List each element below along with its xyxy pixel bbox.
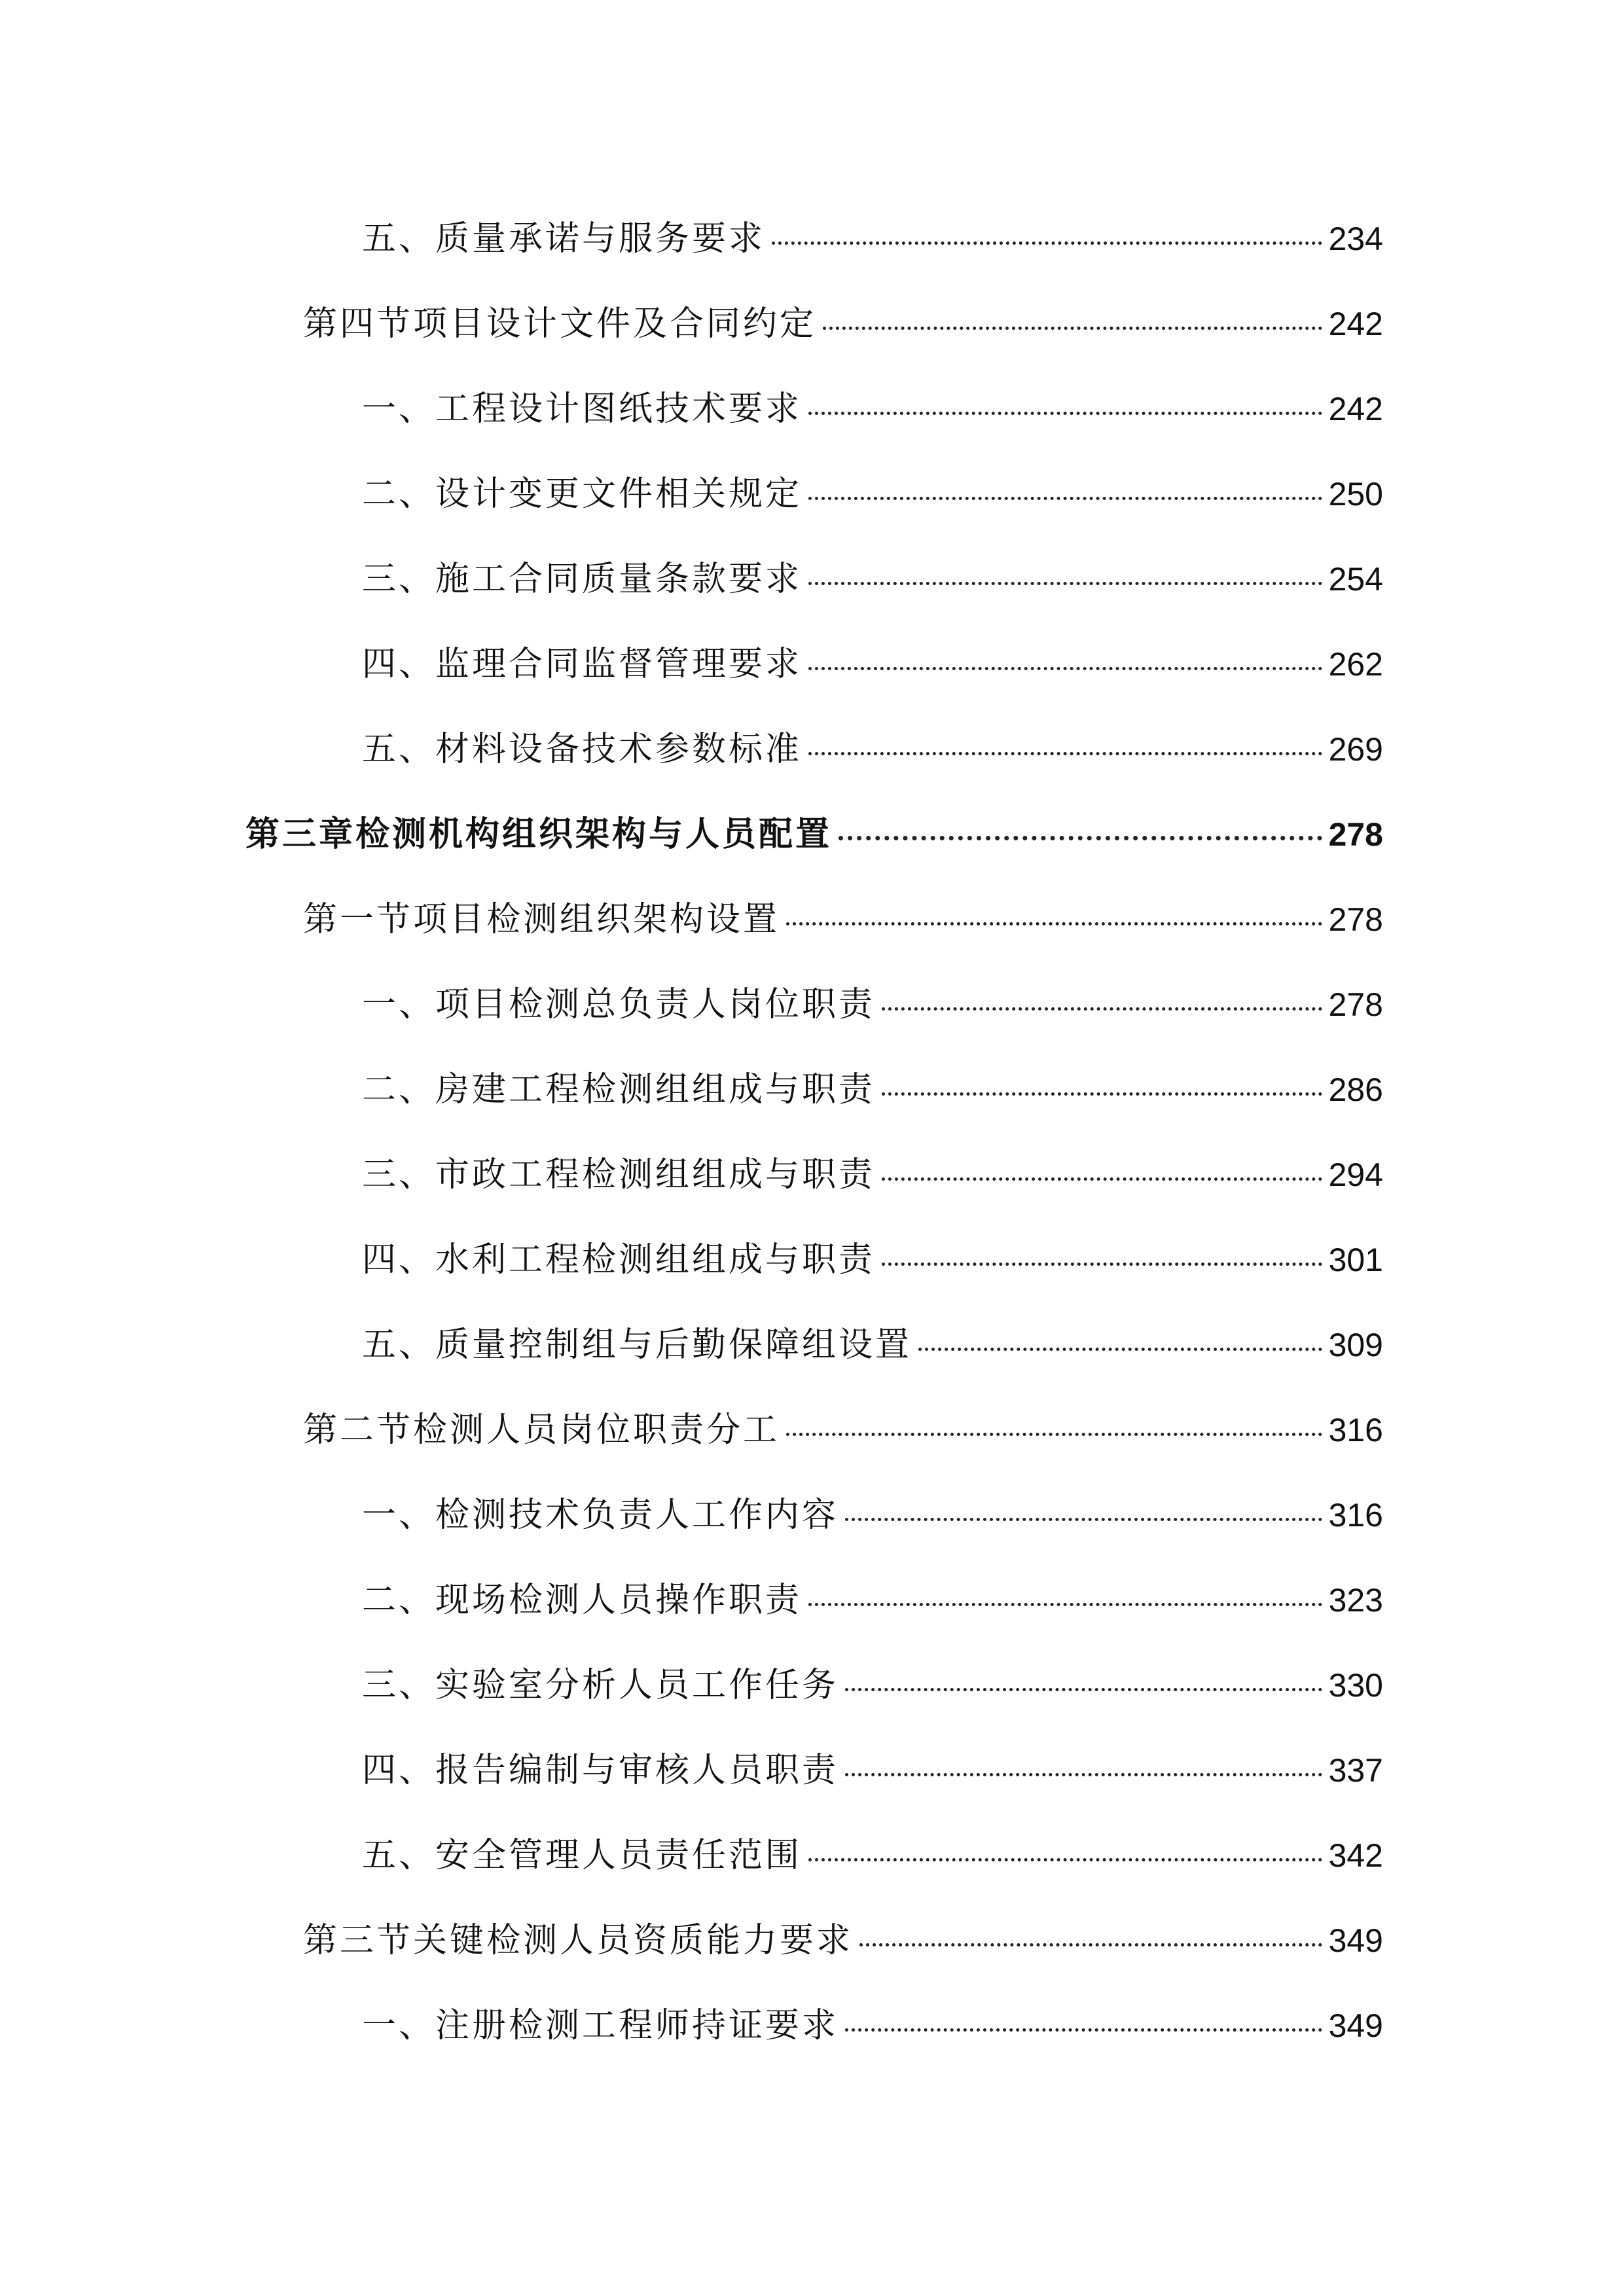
toc-dot-leader: [808, 1858, 1322, 1861]
toc-entry-title: 一、工程设计图纸技术要求: [362, 389, 803, 429]
toc-entry-page: 349: [1328, 1922, 1383, 1959]
toc-entry-page: 234: [1328, 221, 1383, 257]
toc-entry[interactable]: [362, 1060, 1383, 1119]
toc-entry-title: 一、项目检测总负责人岗位职责: [362, 985, 876, 1024]
toc-dot-leader: [845, 2028, 1322, 2032]
toc-entry-title: 四、水利工程检测组组成与职责: [362, 1240, 876, 1280]
toc-entry-title: 一、检测技术负责人工作内容: [362, 1496, 839, 1535]
toc-entry-chapter[interactable]: [245, 805, 1383, 864]
toc-entry-title: 第二节检测人员岗位职责分工: [303, 1410, 780, 1450]
toc-entry[interactable]: [362, 1230, 1383, 1289]
toc-entry-page: 250: [1328, 476, 1383, 512]
toc-entry-title: 四、报告编制与审核人员职责: [362, 1751, 839, 1790]
toc-dot-leader: [808, 752, 1322, 755]
toc-entry[interactable]: [303, 1401, 1383, 1460]
toc-entry-title: 五、质量承诺与服务要求: [362, 219, 766, 259]
toc-entry-page: 301: [1328, 1242, 1383, 1278]
toc-entry-title: 二、现场检测人员操作职责: [362, 1581, 803, 1620]
toc-entry-title: 第三章检测机构组织架构与人员配置: [245, 815, 833, 854]
toc-entry-title: 五、材料设备技术参数标准: [362, 730, 803, 769]
toc-dot-leader: [808, 582, 1322, 585]
toc-entry[interactable]: [362, 635, 1383, 694]
toc-dot-leader: [918, 1348, 1322, 1351]
toc-dot-leader: [808, 497, 1322, 500]
toc-entry-page: 242: [1328, 391, 1383, 427]
toc-entry-page: 309: [1328, 1327, 1383, 1363]
toc-entry-title: 三、实验室分析人员工作任务: [362, 1666, 839, 1705]
toc-entry[interactable]: [362, 380, 1383, 439]
toc-dot-leader: [845, 1518, 1322, 1521]
toc-dot-leader: [882, 1092, 1322, 1096]
toc-entry[interactable]: [362, 1996, 1383, 2055]
toc-dot-leader: [845, 1688, 1322, 1691]
toc-entry-page: 337: [1328, 1752, 1383, 1789]
toc-entry-page: 269: [1328, 731, 1383, 768]
toc-entry-page: 323: [1328, 1582, 1383, 1619]
toc-entry-page: 294: [1328, 1157, 1383, 1193]
toc-entry-page: 316: [1328, 1412, 1383, 1448]
toc-entry-page: 286: [1328, 1071, 1383, 1108]
toc-entry[interactable]: [362, 1741, 1383, 1800]
toc-entry[interactable]: [362, 1145, 1383, 1204]
toc-entry[interactable]: [362, 1571, 1383, 1630]
toc-entry-page: 316: [1328, 1497, 1383, 1534]
toc-entry-page: 330: [1328, 1667, 1383, 1704]
toc-dot-leader: [882, 1263, 1322, 1266]
toc-entry[interactable]: [362, 550, 1383, 609]
toc-dot-leader: [786, 1433, 1322, 1436]
toc-entry-page: 262: [1328, 646, 1383, 683]
toc-entry-title: 三、市政工程检测组组成与职责: [362, 1155, 876, 1194]
toc-dot-leader: [882, 1177, 1322, 1181]
toc-entry[interactable]: [303, 295, 1383, 353]
toc-entry-title: 四、监理合同监督管理要求: [362, 645, 803, 684]
toc-entry[interactable]: [362, 209, 1383, 268]
toc-entry[interactable]: [303, 1911, 1383, 1970]
toc-entry[interactable]: [362, 1826, 1383, 1885]
toc-entry-title: 二、房建工程检测组组成与职责: [362, 1070, 876, 1109]
toc-entry-page: 278: [1328, 986, 1383, 1023]
toc-entry-title: 一、注册检测工程师持证要求: [362, 2006, 839, 2045]
toc-entry[interactable]: [362, 1656, 1383, 1715]
toc-dot-leader: [786, 922, 1322, 925]
toc-entry[interactable]: [362, 720, 1383, 779]
toc-dot-leader: [823, 327, 1322, 330]
toc-dot-leader: [808, 1603, 1322, 1606]
toc-dot-leader: [808, 667, 1322, 670]
toc-dot-leader: [808, 412, 1322, 415]
toc-entry-page: 242: [1328, 306, 1383, 342]
toc-dot-leader: [882, 1007, 1322, 1011]
toc-dot-leader: [772, 242, 1322, 245]
toc-entry-title: 二、设计变更文件相关规定: [362, 475, 803, 514]
toc-entry-title: 第四节项目设计文件及合同约定: [303, 304, 817, 344]
toc-entry-page: 349: [1328, 2007, 1383, 2044]
toc-entry-title: 第三节关键检测人员资质能力要求: [303, 1921, 854, 1960]
toc-entry[interactable]: [303, 890, 1383, 949]
toc-dot-leader: [845, 1773, 1322, 1776]
toc-entry-title: 三、施工合同质量条款要求: [362, 560, 803, 599]
toc-entry-page: 254: [1328, 561, 1383, 598]
toc-entry-title: 五、安全管理人员责任范围: [362, 1836, 803, 1875]
toc-dot-leader: [839, 836, 1322, 840]
toc-entry[interactable]: [362, 1486, 1383, 1545]
toc-entry-title: 五、质量控制组与后勤保障组设置: [362, 1325, 912, 1365]
toc-entry-title: 第一节项目检测组织架构设置: [303, 900, 780, 939]
toc-entry[interactable]: [362, 975, 1383, 1034]
toc-entry-page: 342: [1328, 1837, 1383, 1874]
toc-entry-page: 278: [1328, 816, 1383, 853]
toc-entry[interactable]: [362, 1316, 1383, 1374]
toc-entry[interactable]: [362, 465, 1383, 524]
toc-dot-leader: [859, 1943, 1322, 1946]
toc-entry-page: 278: [1328, 901, 1383, 938]
